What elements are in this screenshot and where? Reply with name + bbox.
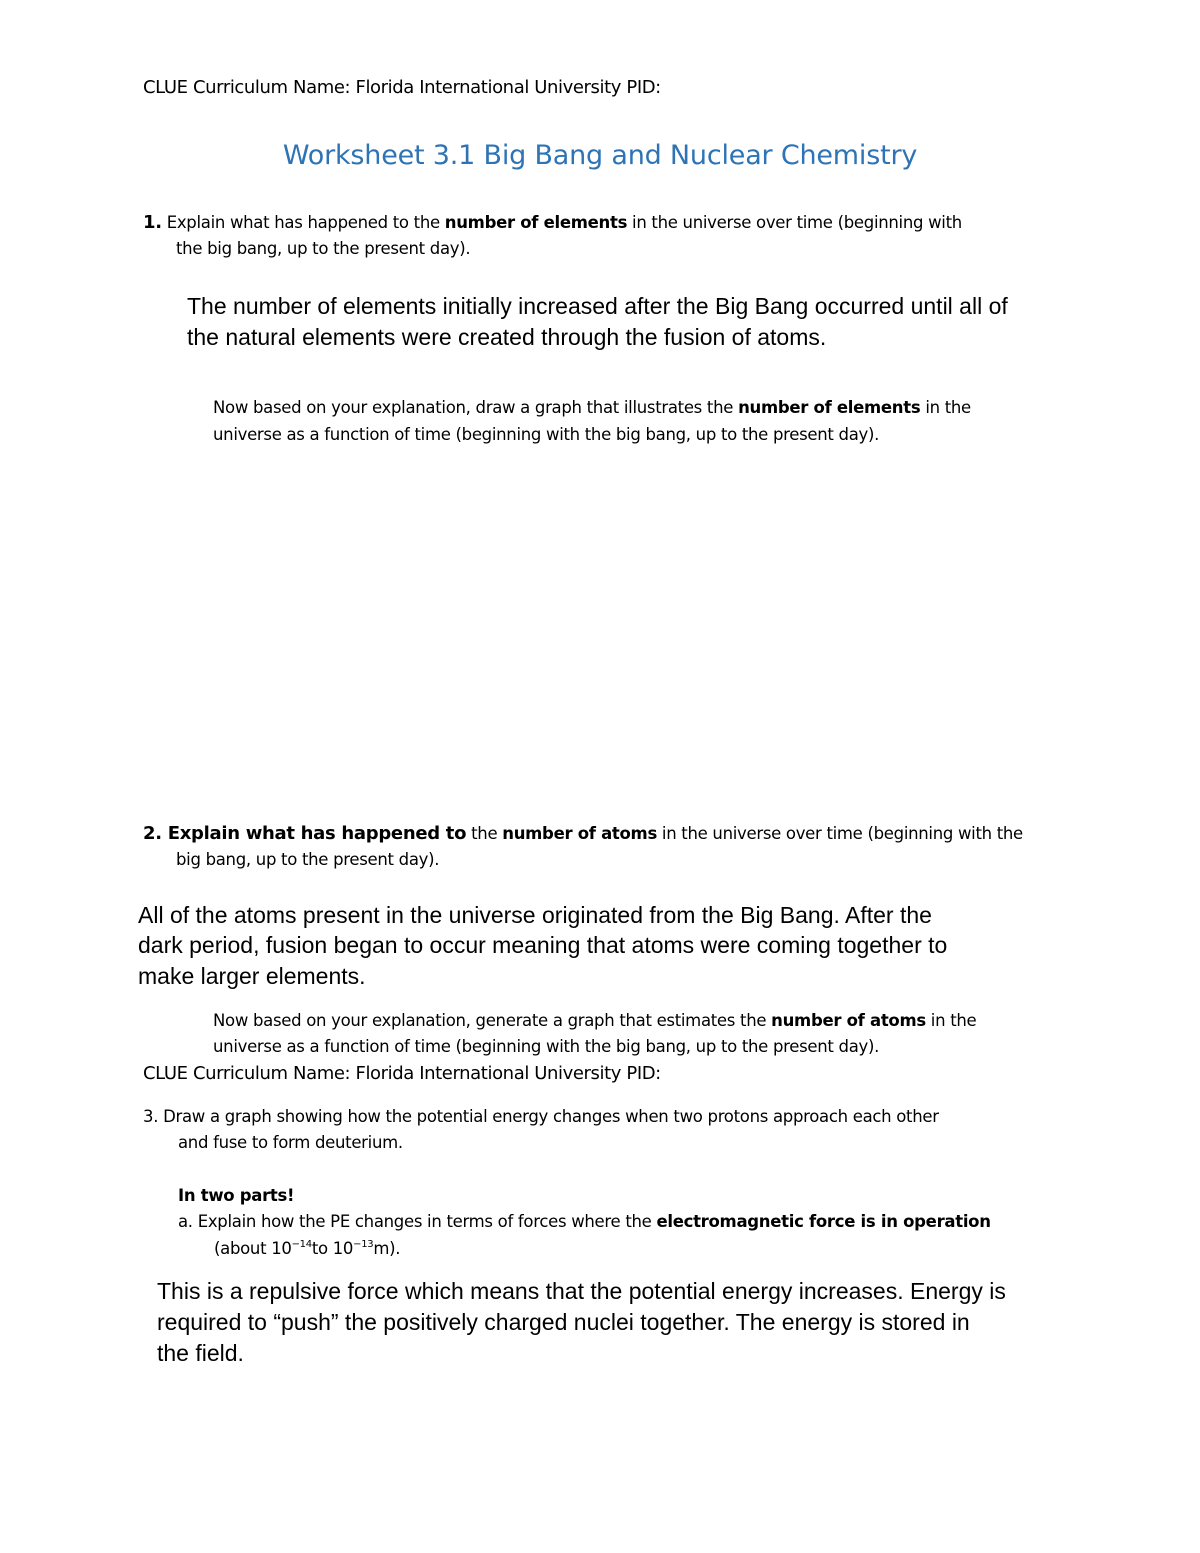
question-2-line-1 (143, 823, 1023, 844)
answer-2-line-1: All of the atoms present in the universe originated from the Big Bang. After the (138, 902, 932, 928)
question-1-number: 1. (143, 212, 162, 233)
worksheet-title: Worksheet 3.1 Big Bang and Nuclear Chemistry (282, 140, 918, 171)
graph-2-instruction-line-2: universe as a function of time (beginning with the big bang, up to the present day). (213, 1037, 880, 1056)
question-1-bold: number of elements (444, 213, 628, 232)
graph-1-suffix: in the (920, 398, 971, 417)
question-3-text: Draw a graph showing how the potential energy changes when two protons approach each other (158, 1107, 939, 1126)
range-exponent-1: −14 (291, 1239, 312, 1250)
answer-3-line-2: required to “push” the positively charged nuclei together. The energy is stored in (157, 1309, 970, 1335)
part-a-line-1 (178, 1212, 991, 1231)
question-1-line-1 (143, 212, 962, 233)
question-3-line-1 (143, 1107, 939, 1126)
graph-1-instruction-line-2: universe as a function of time (beginning with the big bang, up to the present day). (213, 425, 880, 444)
part-a-prefix: Explain how the PE changes in terms of forces where the (192, 1212, 657, 1231)
question-1-suffix: in the universe over time (beginning with (627, 213, 962, 232)
question-1-line-2: the big bang, up to the present day). (176, 239, 471, 258)
question-2-suffix: in the universe over time (beginning with the (656, 824, 1023, 843)
answer-1-line-2: the natural elements were created through the fusion of atoms. (187, 324, 827, 350)
answer-1-line-1: The number of elements initially increased after the Big Bang occurred until all of (187, 293, 1008, 319)
question-3-number: 3. (143, 1107, 159, 1126)
part-a-label: a. (178, 1212, 193, 1231)
question-2-mid: the (466, 824, 503, 843)
graph-2-bold: number of atoms (771, 1011, 926, 1030)
question-1-prefix: Explain what has happened to the (161, 213, 445, 232)
parts-heading: In two parts! (178, 1186, 295, 1205)
answer-2-line-3: make larger elements. (138, 963, 366, 989)
question-2-prefix-bold: Explain what has happened to (161, 823, 467, 844)
curriculum-header-2: CLUE Curriculum Name: Florida International University PID: (143, 1063, 661, 1084)
graph-1-bold: number of elements (738, 398, 921, 417)
answer-3-line-3: the field. (157, 1340, 244, 1366)
graph-2-instruction-line-1 (213, 1011, 976, 1030)
range-mid: to 10 (311, 1239, 354, 1258)
question-2-line-2: big bang, up to the present day). (176, 850, 440, 869)
part-a-bold: electromagnetic force is in operation (656, 1212, 991, 1231)
graph-1-prefix: Now based on your explanation, draw a graph that illustrates the (213, 398, 739, 417)
question-3-line-2: and fuse to form deuterium. (178, 1133, 403, 1152)
range-suffix: m). (373, 1239, 401, 1258)
answer-2-line-2: dark period, fusion began to occur meaning that atoms were coming together to (138, 932, 948, 958)
range-exponent-2: −13 (353, 1239, 374, 1250)
range-prefix: (about 10 (214, 1239, 292, 1258)
answer-3-line-1: This is a repulsive force which means that the potential energy increases. Energy is (157, 1278, 1006, 1304)
part-a-range (214, 1239, 400, 1258)
question-2-number: 2. (143, 823, 162, 844)
graph-1-instruction-line-1 (213, 398, 971, 417)
question-2-bold: number of atoms (502, 824, 657, 843)
graph-2-prefix: Now based on your explanation, generate a graph that estimates the (213, 1011, 772, 1030)
graph-2-suffix: in the (925, 1011, 977, 1030)
curriculum-header: CLUE Curriculum Name: Florida International University PID: (143, 77, 661, 98)
